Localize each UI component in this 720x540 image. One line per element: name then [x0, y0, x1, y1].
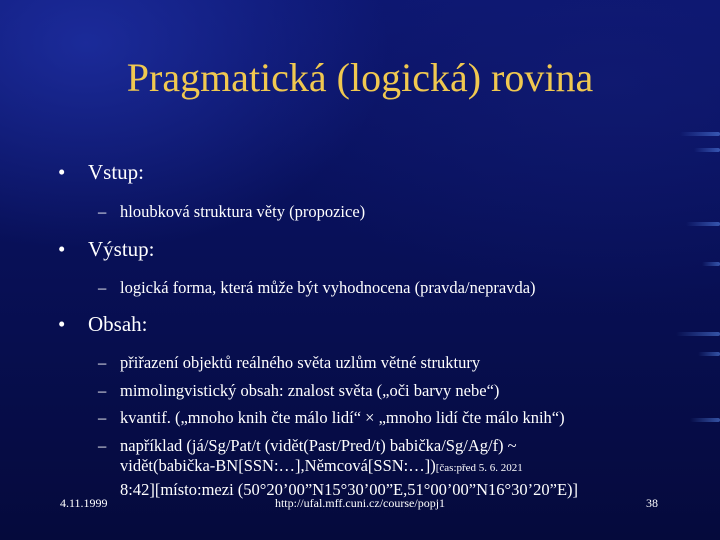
- sub-item: [58, 435, 698, 455]
- sub-item: [58, 204, 698, 221]
- dash-icon: –: [98, 408, 107, 427]
- example-subscript: [čas:před 5. 6. 2021: [435, 462, 523, 474]
- bullet-obsah: [58, 314, 698, 335]
- sub-item-text: logická forma, která může být vyhodnocena (pravda/nepravda): [120, 277, 536, 297]
- dash-icon: –: [98, 380, 107, 400]
- slide-content: [58, 162, 698, 498]
- sub-item-text: přiřazení objektů reálného světa uzlům větné struktury: [120, 353, 481, 372]
- dash-icon: –: [98, 353, 107, 372]
- bullet-label: Výstup:: [88, 236, 155, 261]
- dash-icon: –: [98, 277, 107, 297]
- bullet-vstup: [58, 162, 698, 183]
- sub-item: [58, 410, 698, 427]
- sub-item: [58, 355, 698, 372]
- footer-date: 4.11.1999: [60, 496, 108, 510]
- sub-item-text: mimolingvistický obsah: znalost světa („oči barvy nebe“): [120, 380, 500, 400]
- page-number: 38: [646, 496, 658, 510]
- sub-item-text: kvantif. („mnoho knih čte málo lidí“ × „mnoho lidí čte málo knih“): [120, 408, 565, 427]
- example-continuation-subscript: 8:42][místo:mezi (50°20’00”N15°30’00”E,51°00’00”N16°30’20”E)]: [120, 479, 579, 499]
- bullet-icon: •: [58, 312, 66, 336]
- footer-url: http://ufal.mff.cuni.cz/course/popj1: [274, 496, 446, 510]
- dash-icon: –: [98, 435, 107, 455]
- sub-item: [58, 277, 698, 297]
- slide-title: Pragmatická (logická) rovina: [126, 55, 594, 100]
- bullet-label: Vstup:: [88, 160, 145, 184]
- example-main-text: vidět(babička-BN[SSN:…],Němcová[SSN:…]): [120, 456, 436, 475]
- bullet-icon: •: [58, 236, 66, 261]
- dash-icon: –: [98, 202, 107, 221]
- bullet-label: Obsah:: [88, 312, 148, 336]
- example-continuation: [58, 458, 698, 475]
- sub-item-text: hloubková struktura věty (propozice): [120, 202, 366, 221]
- sub-item-text: například (já/Sg/Pat/t (vidět(Past/Pred/t) babička/Sg/Ag/f) ~: [120, 435, 517, 455]
- bullet-vystup: [58, 236, 698, 261]
- bullet-icon: •: [58, 160, 66, 184]
- sub-item: [58, 380, 698, 400]
